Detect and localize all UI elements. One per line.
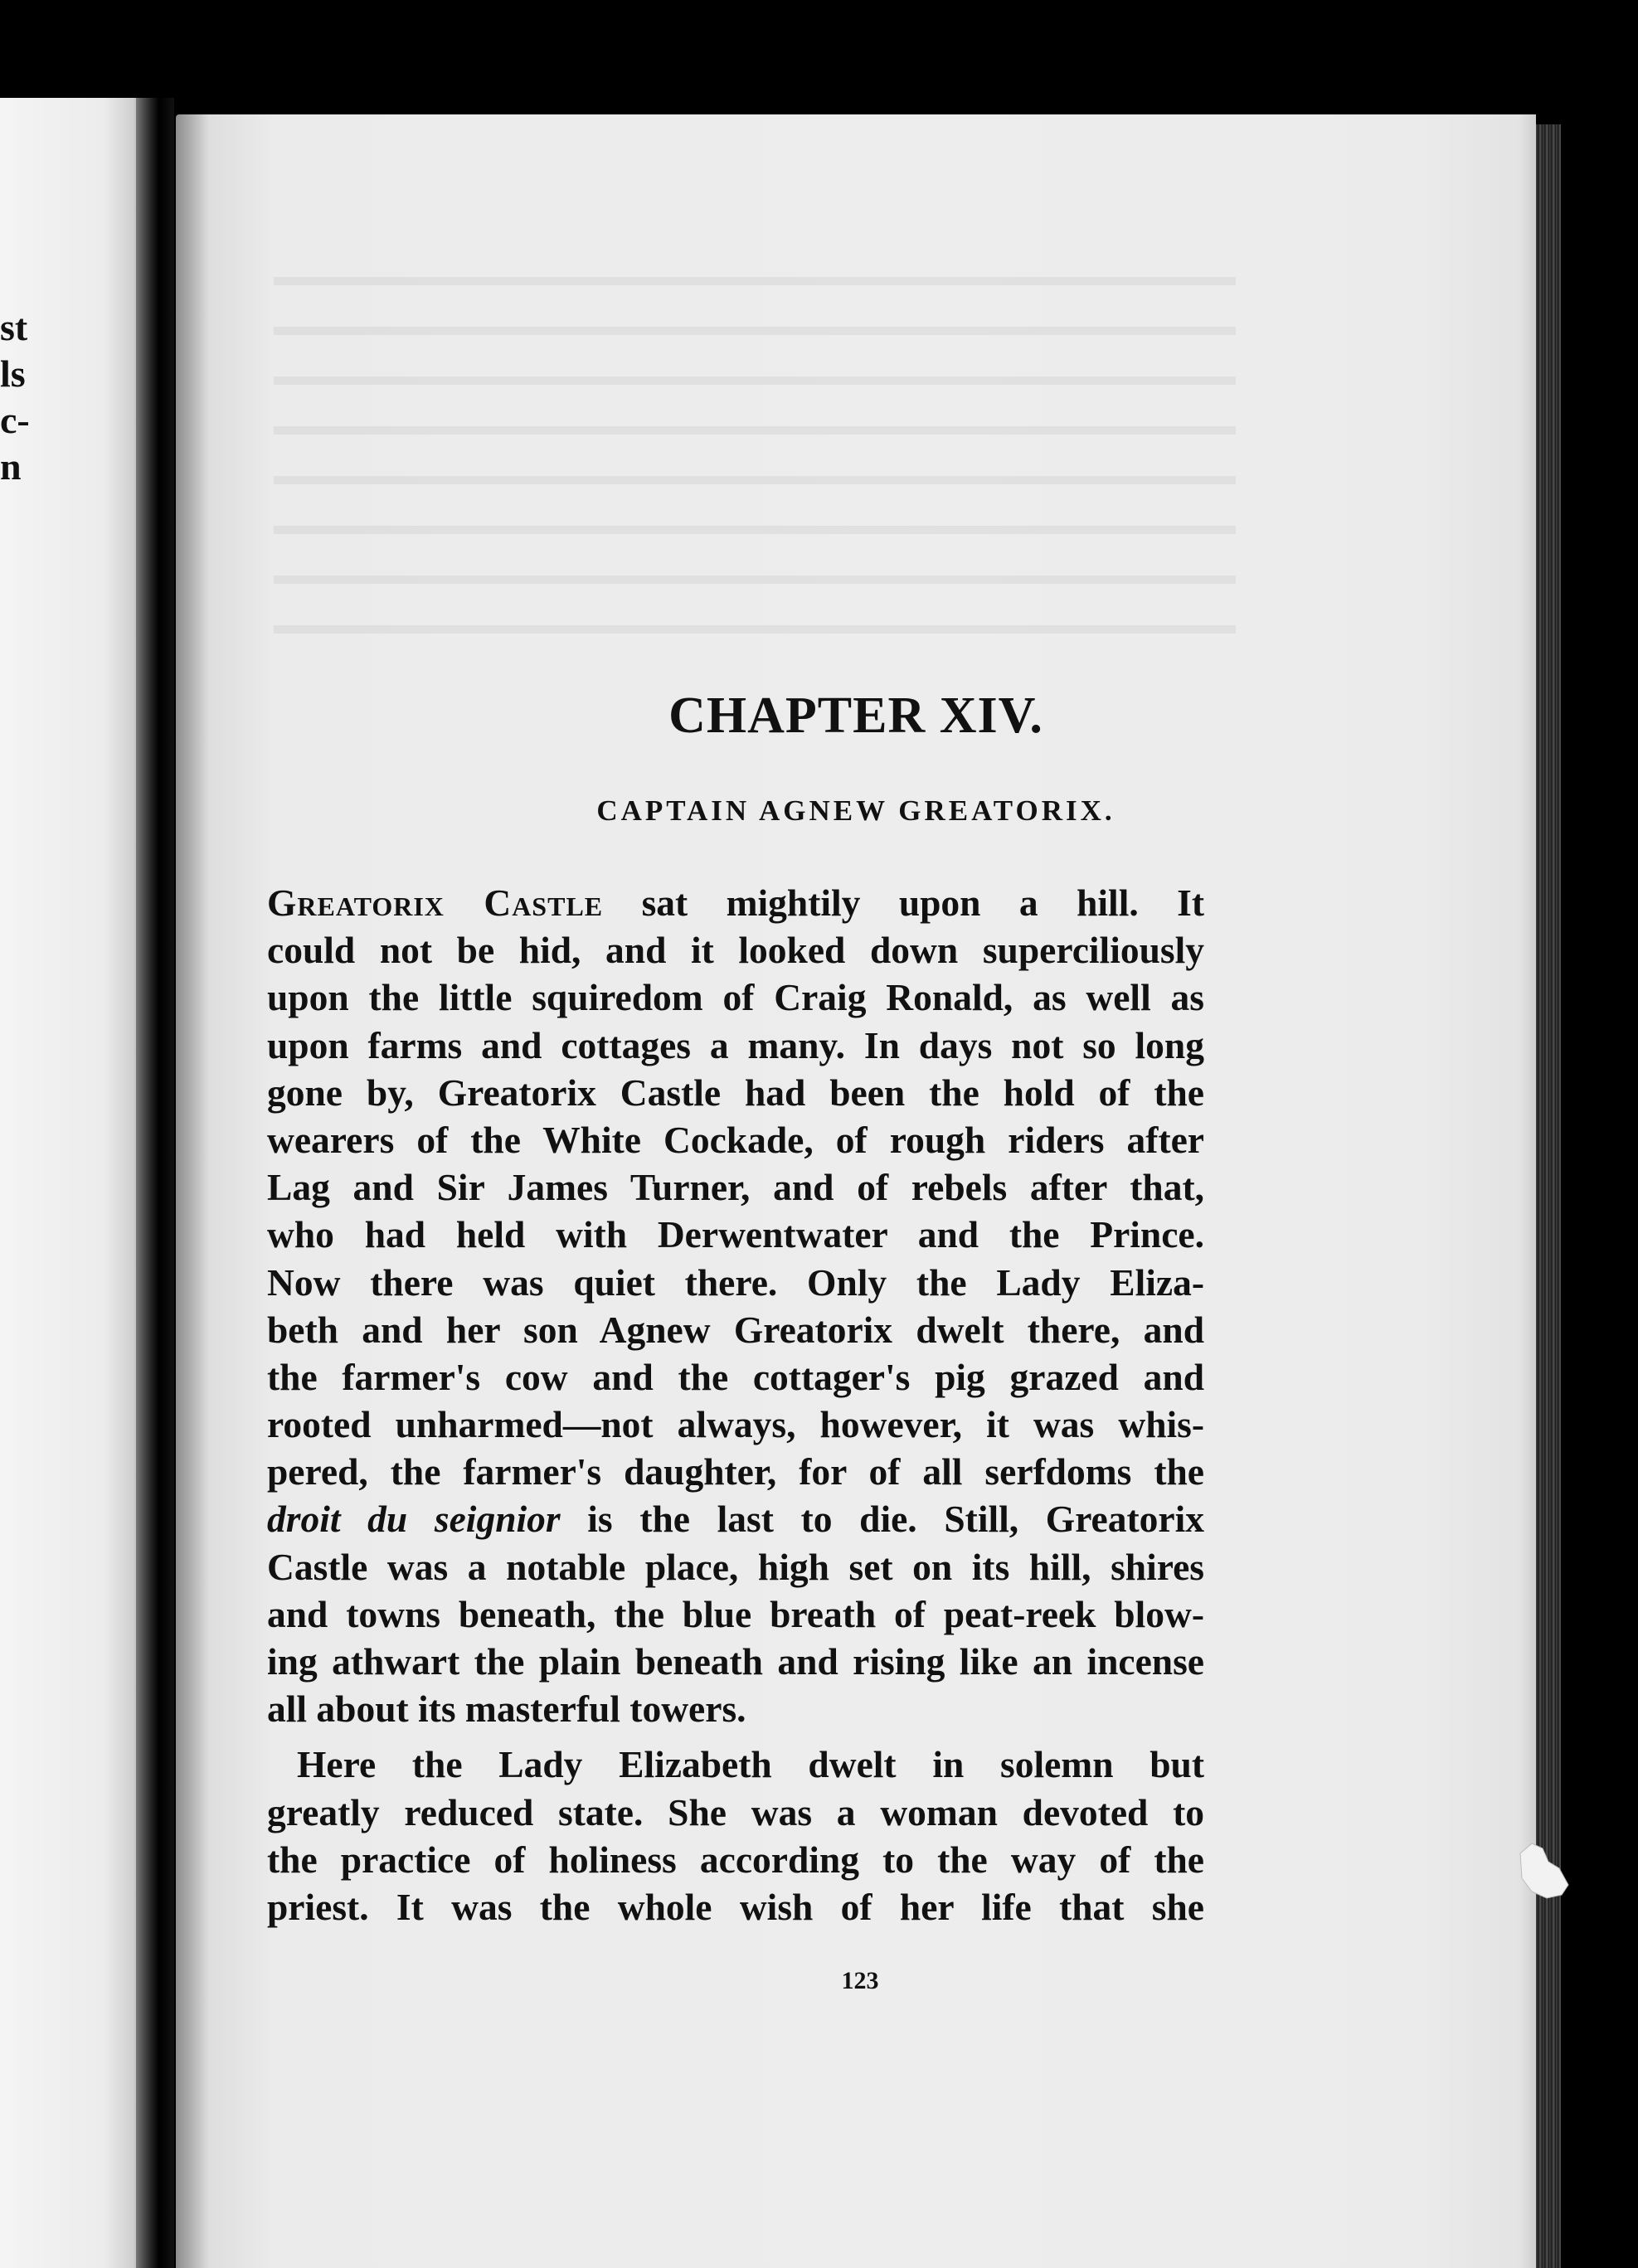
text-line bbox=[267, 1638, 1204, 1685]
small-caps-text: Greatorix Castle bbox=[267, 881, 604, 924]
text-segment: Lag and Sir James Turner, and of rebels after that, bbox=[267, 1166, 1204, 1209]
text-line bbox=[267, 926, 1204, 974]
torn-page-corner bbox=[1514, 1837, 1572, 1916]
paragraph bbox=[267, 1741, 1204, 1930]
page-stack-edge bbox=[1536, 124, 1561, 2268]
text-segment: the practice of holiness according to the way of the bbox=[267, 1838, 1204, 1881]
text-segment: could not be hid, and it looked down superciliously bbox=[267, 929, 1204, 972]
text-line bbox=[267, 1543, 1204, 1591]
text-segment: wearers of the White Cockade, of rough riders after bbox=[267, 1118, 1204, 1161]
text-line bbox=[267, 1306, 1204, 1353]
text-segment: and towns beneath, the blue breath of peat-reek blow- bbox=[267, 1592, 1204, 1635]
text-line bbox=[267, 1259, 1204, 1306]
text-segment: is the last to die. Still, Greatorix bbox=[560, 1498, 1204, 1541]
text-segment: sat mightily upon a hill. It bbox=[603, 881, 1204, 924]
text-line bbox=[267, 1741, 1204, 1788]
text-segment: Castle was a notable place, high set on its hill, shires bbox=[267, 1545, 1204, 1588]
text-segment: all about its masterful towers. bbox=[267, 1688, 746, 1731]
text-line bbox=[267, 1495, 1204, 1542]
paragraph bbox=[267, 879, 1204, 1732]
text-segment: priest. It was the whole wish of her life that she bbox=[267, 1885, 1204, 1928]
text-segment: rooted unharmed—not always, however, it was whis- bbox=[267, 1403, 1204, 1446]
text-line bbox=[267, 974, 1204, 1021]
text-segment: Here the Lady Elizabeth dwelt in solemn but bbox=[297, 1743, 1204, 1786]
previous-page-edge bbox=[0, 98, 148, 2268]
text-line bbox=[267, 1448, 1204, 1495]
text-segment: who had held with Derwentwater and the Prince. bbox=[267, 1213, 1204, 1256]
previous-page-fragment: c- bbox=[0, 399, 30, 441]
previous-page-fragment: ls bbox=[0, 352, 26, 395]
italic-text: droit du seignior bbox=[267, 1498, 561, 1541]
text-segment: gone by, Greatorix Castle had been the hold of the bbox=[267, 1071, 1204, 1114]
previous-page-fragment: st bbox=[0, 306, 28, 348]
text-line bbox=[267, 1116, 1204, 1163]
previous-page-fragment: n bbox=[0, 445, 22, 488]
text-line bbox=[267, 879, 1204, 926]
page-gutter-shadow bbox=[176, 114, 209, 2268]
text-line bbox=[267, 1401, 1204, 1448]
chapter-subtitle: CAPTAIN AGNEW GREATORIX. bbox=[596, 794, 1115, 827]
chapter-body-text bbox=[267, 879, 1204, 1930]
text-segment: upon farms and cottages a many. In days not so long bbox=[267, 1023, 1204, 1066]
text-line bbox=[267, 1883, 1204, 1930]
text-segment: beth and her son Agnew Greatorix dwelt there, and bbox=[267, 1308, 1204, 1351]
chapter-title: CHAPTER XIV. bbox=[668, 687, 1043, 744]
text-segment: Now there was quiet there. Only the Lady Eliza- bbox=[267, 1260, 1204, 1304]
text-segment: greatly reduced state. She was a woman devoted to bbox=[267, 1790, 1204, 1833]
text-line bbox=[267, 1685, 1204, 1732]
text-line bbox=[267, 1353, 1204, 1401]
text-segment: upon the little squiredom of Craig Ronald, as well as bbox=[267, 976, 1204, 1019]
text-line bbox=[267, 1163, 1204, 1211]
text-segment: the farmer's cow and the cottager's pig grazed and bbox=[267, 1355, 1204, 1398]
text-line bbox=[267, 1022, 1204, 1069]
paragraph-gap bbox=[267, 1732, 1204, 1741]
text-line bbox=[267, 1069, 1204, 1116]
book-gutter bbox=[136, 98, 174, 2268]
text-segment: ing athwart the plain beneath and rising like an incense bbox=[267, 1640, 1204, 1683]
text-segment: pered, the farmer's daughter, for of all serfdoms the bbox=[267, 1450, 1204, 1493]
show-through-text bbox=[274, 249, 1236, 639]
text-line bbox=[267, 1836, 1204, 1883]
page-number: 123 bbox=[841, 1967, 879, 1994]
text-line bbox=[267, 1591, 1204, 1638]
text-line bbox=[267, 1211, 1204, 1258]
text-line bbox=[267, 1789, 1204, 1836]
